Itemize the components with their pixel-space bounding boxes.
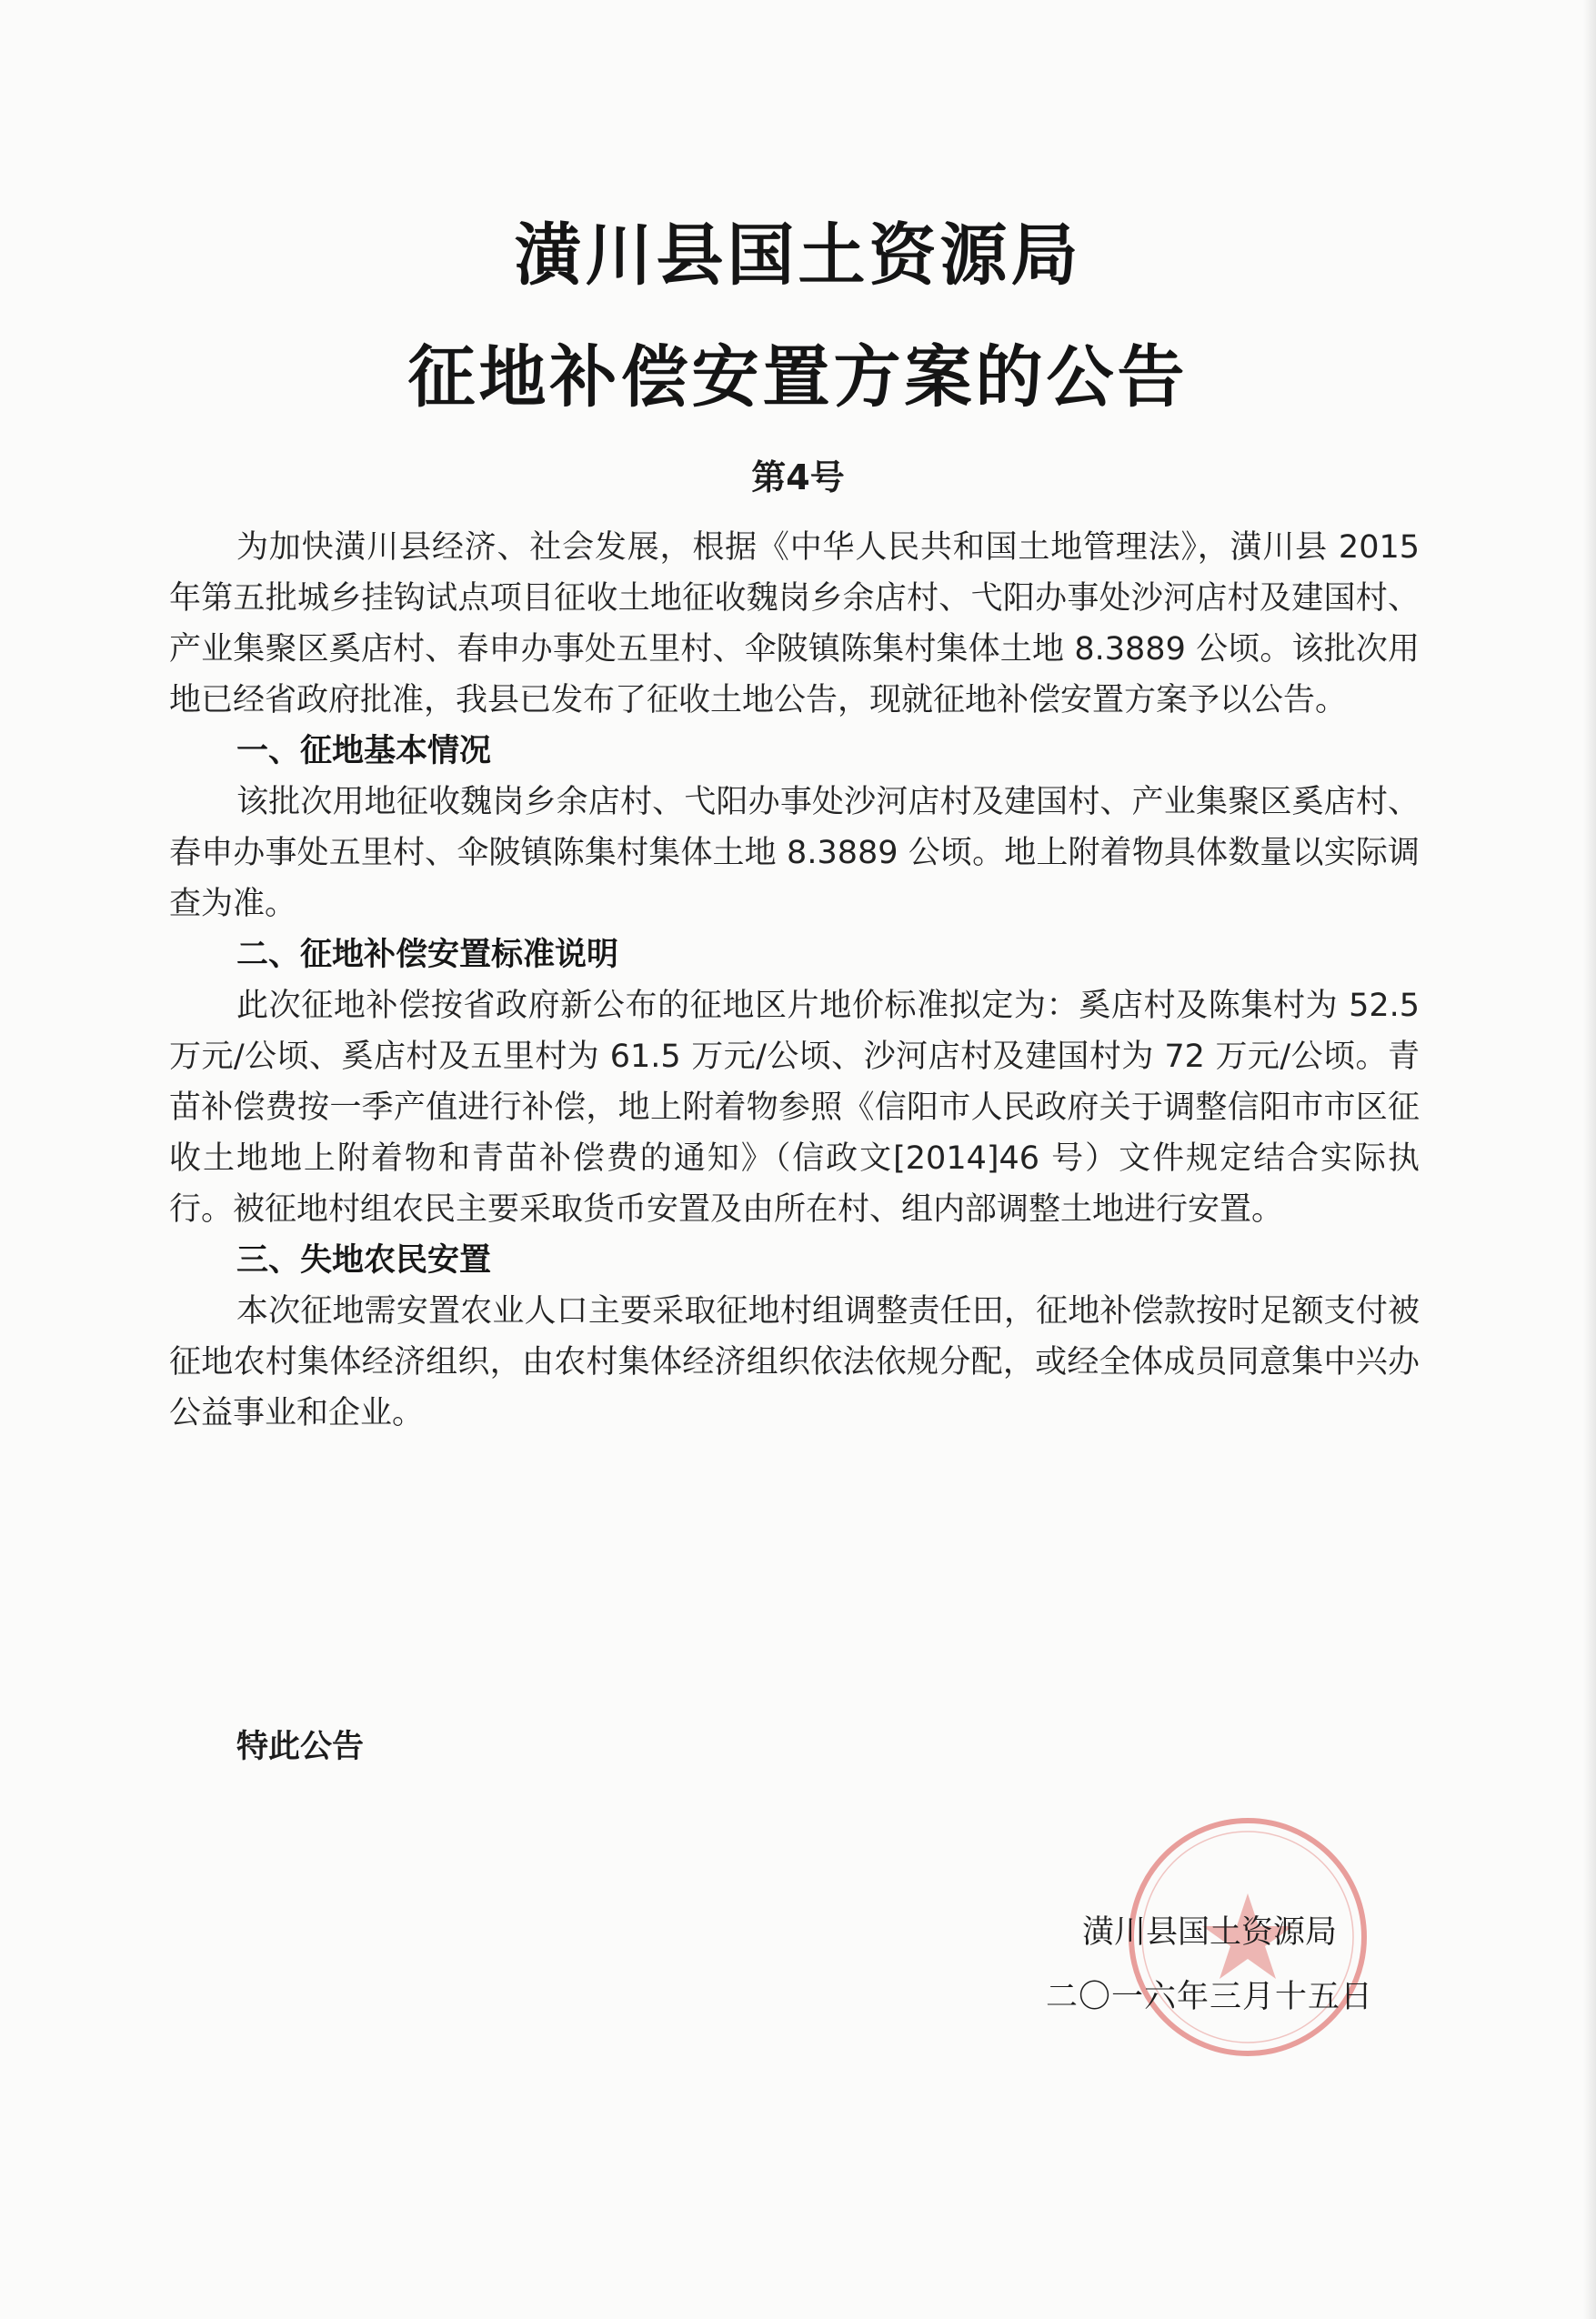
section-text-2: 此次征地补偿按省政府新公布的征地区片地价标准拟定为：奚店村及陈集村为 52.5 万元/公顷、奚店村及五里村为 61.5 万元/公顷、沙河店村及建国村为 72 万元/公顷。青苗补偿费按一季产值进行补偿，地上附着物参照《信阳市人民政府关于调整信阳市市区征收土地地上附着物和青苗补偿费的通知》（信政文[2014]46 号）文件规定结合实际执行。被征地村组农民主要采取货币安置及由所在村、组内部调整土地进行安置。 (169, 988, 1420, 1228)
section-heading-2: 二、征地补偿安置标准说明 (236, 937, 619, 973)
title-line-1: 潢川县国土资源局 (514, 216, 1082, 295)
section-heading-3: 三、失地农民安置 (236, 1242, 492, 1279)
document-body (169, 522, 1420, 1439)
section-text-3: 本次征地需安置农业人口主要采取征地村组调整责任田，征地补偿款按时足额支付被征地农村集体经济组织，由农村集体经济组织依法依规分配，或经全体成员同意集中兴办公益事业和企业。 (169, 1293, 1420, 1431)
signature-organization: 潢川县国土资源局 (1082, 1914, 1338, 1951)
document-number: 第4号 (751, 457, 845, 497)
section-text-1: 该批次用地征收魏岗乡余店村、弋阳办事处沙河店村及建国村、产业集聚区奚店村、春申办事处五里村、伞陂镇陈集村集体土地 8.3889 公顷。地上附着物具体数量以实际调查为准。 (169, 784, 1420, 922)
signature-date: 二〇一六年三月十五日 (1046, 1979, 1374, 2015)
intro-paragraph: 为加快潢川县经济、社会发展，根据《中华人民共和国土地管理法》，潢川县 2015 年第五批城乡挂钩试点项目征收土地征收魏岗乡余店村、弋阳办事处沙河店村及建国村、产业集聚区奚店村、春申办事处五里村、伞陂镇陈集村集体土地 8.3889 公顷。该批次用地已经省政府批准，我县已发布了征收土地公告，现就征地补偿安置方案予以公告。 (169, 529, 1420, 718)
title-line-2: 征地补偿安置方案的公告 (407, 338, 1189, 417)
section-heading-1: 一、征地基本情况 (236, 733, 492, 769)
closing-remark: 特此公告 (236, 1729, 365, 1765)
